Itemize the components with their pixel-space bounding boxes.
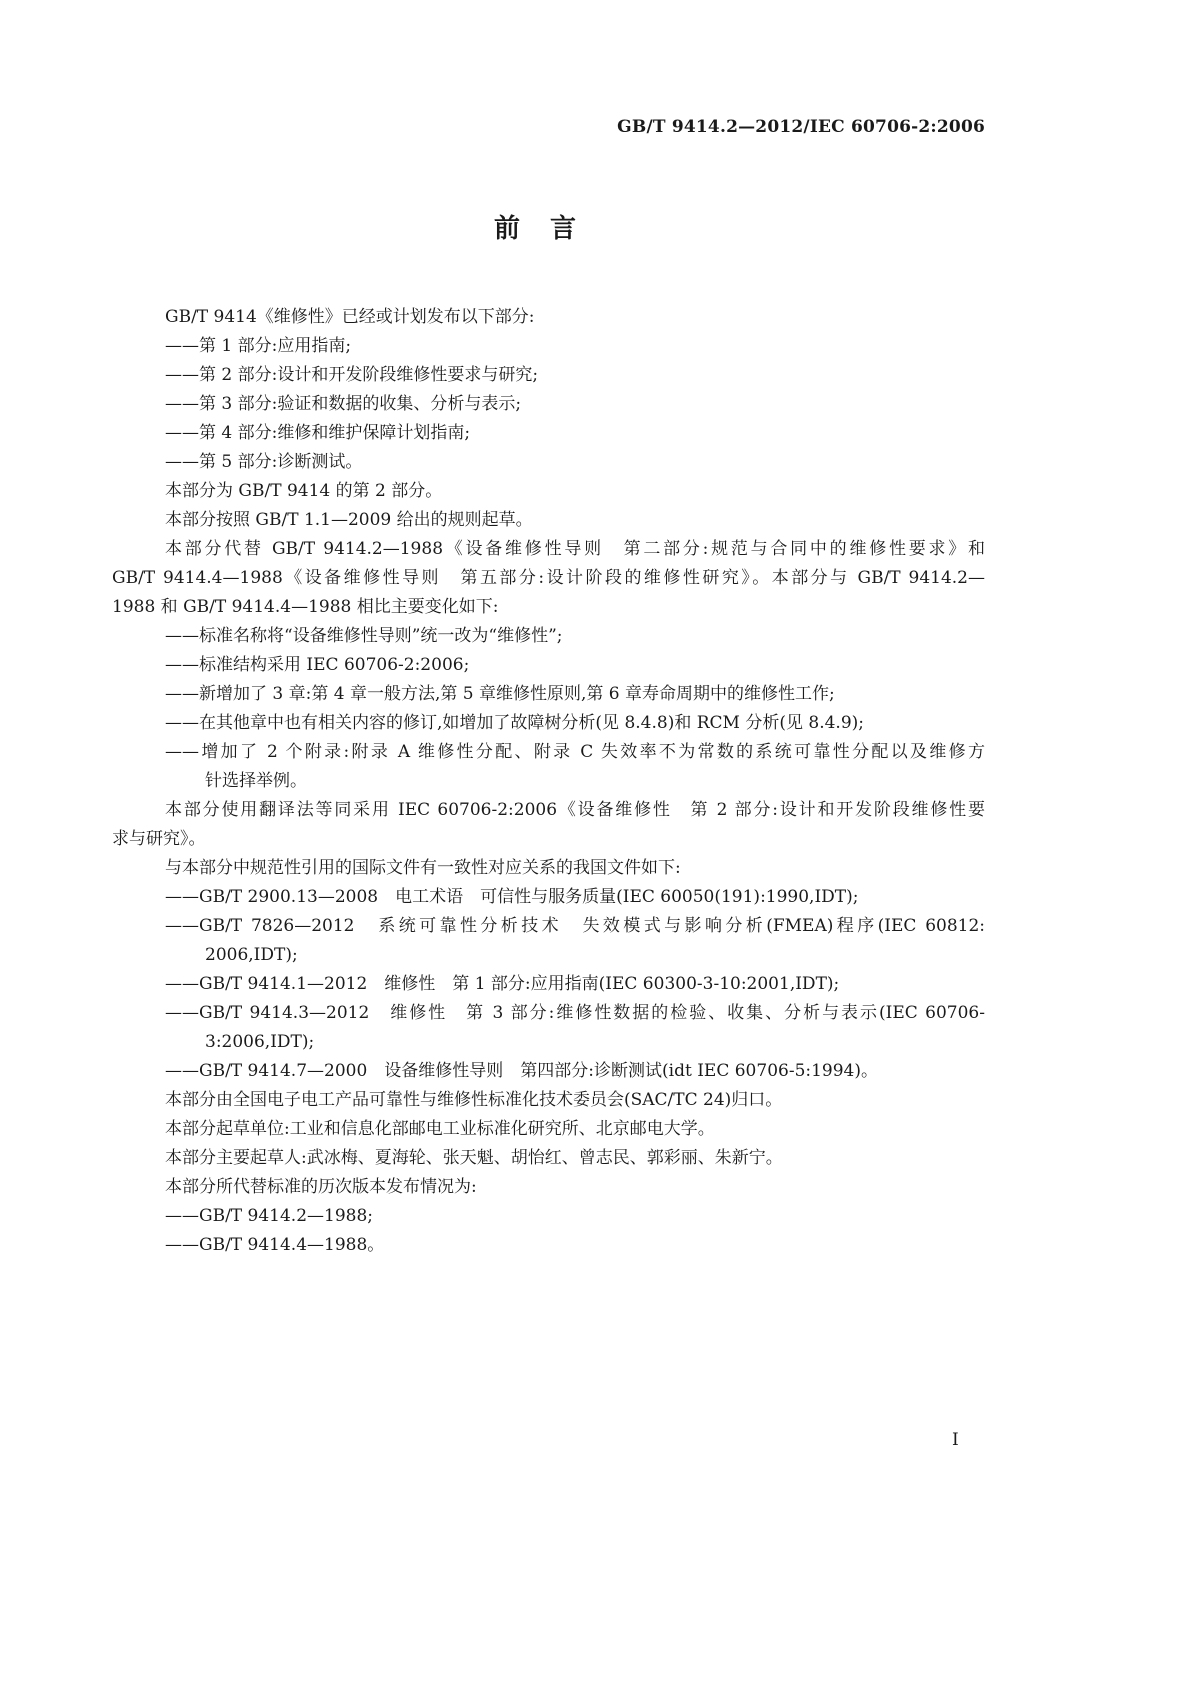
- running-header: GB/T 9414.2—2012/IEC 60706-2:2006: [617, 117, 985, 137]
- document-body: [112, 303, 985, 1260]
- paragraph-line: GB/T 9414.4—1988《设备维修性导则 第五部分:设计阶段的维修性研究》。本部分与 GB/T 9414.2—: [112, 568, 985, 588]
- paragraph-line: 本部分为 GB/T 9414 的第 2 部分。: [165, 481, 443, 501]
- paragraph-line: 本部分所代替标准的历次版本发布情况为:: [165, 1177, 477, 1197]
- list-item-line: 2006,IDT);: [205, 945, 298, 965]
- list-item-line: ——GB/T 9414.4—1988。: [165, 1235, 385, 1255]
- paragraph-line: 本部分主要起草人:武冰梅、夏海轮、张天魁、胡怡红、曾志民、郭彩丽、朱新宁。: [165, 1148, 783, 1168]
- paragraph-line: 本部分使用翻译法等同采用 IEC 60706-2:2006《设备维修性 第 2 部分:设计和开发阶段维修性要: [165, 800, 985, 820]
- list-item-line: 针选择举例。: [205, 771, 307, 791]
- list-item-line: ——增加了 2 个附录:附录 A 维修性分配、附录 C 失效率不为常数的系统可靠性分配以及维修方: [165, 742, 985, 762]
- list-item-line: ——GB/T 7826—2012 系统可靠性分析技术 失效模式与影响分析(FMEA)程序(IEC 60812:: [165, 916, 985, 936]
- list-item-line: ——GB/T 2900.13—2008 电工术语 可信性与服务质量(IEC 60050(191):1990,IDT);: [165, 887, 859, 907]
- paragraph-line: 1988 和 GB/T 9414.4—1988 相比主要变化如下:: [112, 597, 499, 617]
- list-item-line: ——第 1 部分:应用指南;: [165, 336, 352, 356]
- list-item-line: ——GB/T 9414.7—2000 设备维修性导则 第四部分:诊断测试(idt IEC 60706-5:1994)。: [165, 1061, 879, 1081]
- paragraph-line: 本部分代替 GB/T 9414.2—1988《设备维修性导则 第二部分:规范与合同中的维修性要求》和: [165, 539, 985, 559]
- paragraph-line: 本部分由全国电子电工产品可靠性与维修性标准化技术委员会(SAC/TC 24)归口。: [165, 1090, 783, 1110]
- list-item-line: ——标准名称将“设备维修性导则”统一改为“维修性”;: [165, 626, 563, 646]
- list-item-line: ——在其他章中也有相关内容的修订,如增加了故障树分析(见 8.4.8)和 RCM 分析(见 8.4.9);: [165, 713, 864, 733]
- paragraph-line: 本部分起草单位:工业和信息化部邮电工业标准化研究所、北京邮电大学。: [165, 1119, 715, 1139]
- list-item-line: ——第 4 部分:维修和维护保障计划指南;: [165, 423, 471, 443]
- list-item-line: ——第 2 部分:设计和开发阶段维修性要求与研究;: [165, 365, 539, 385]
- list-item-line: ——GB/T 9414.1—2012 维修性 第 1 部分:应用指南(IEC 60300-3-10:2001,IDT);: [165, 974, 840, 994]
- list-item-line: ——第 5 部分:诊断测试。: [165, 452, 363, 472]
- list-item-line: ——GB/T 9414.2—1988;: [165, 1206, 374, 1226]
- list-item-line: 3:2006,IDT);: [205, 1032, 315, 1052]
- paragraph-line: GB/T 9414《维修性》已经或计划发布以下部分:: [165, 307, 535, 327]
- paragraph-line: 与本部分中规范性引用的国际文件有一致性对应关系的我国文件如下:: [165, 858, 681, 878]
- page-number: I: [952, 1430, 959, 1450]
- paragraph-line: 求与研究》。: [112, 829, 206, 849]
- list-item-line: ——新增加了 3 章:第 4 章一般方法,第 5 章维修性原则,第 6 章寿命周期中的维修性工作;: [165, 684, 835, 704]
- list-item-line: ——第 3 部分:验证和数据的收集、分析与表示;: [165, 394, 522, 414]
- list-item-line: ——标准结构采用 IEC 60706-2:2006;: [165, 655, 470, 675]
- list-item-line: ——GB/T 9414.3—2012 维修性 第 3 部分:维修性数据的检验、收集、分析与表示(IEC 60706-: [165, 1003, 985, 1023]
- paragraph-line: 本部分按照 GB/T 1.1—2009 给出的规则起草。: [165, 510, 533, 530]
- page-title: 前言: [493, 214, 606, 244]
